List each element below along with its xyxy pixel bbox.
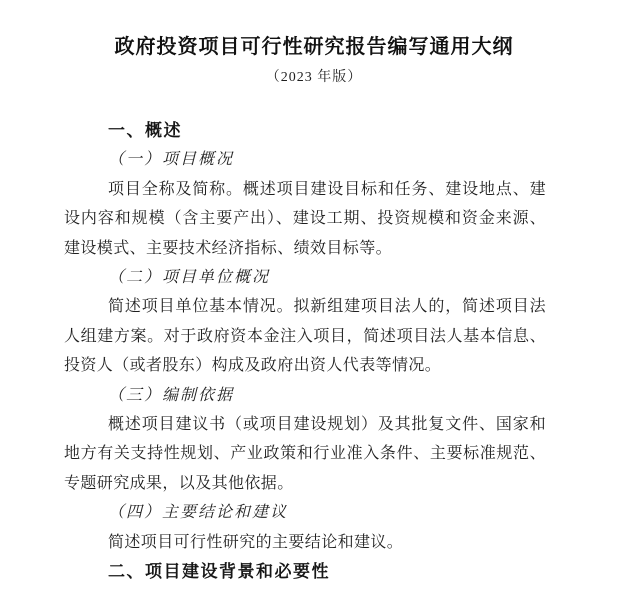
paragraph-compilation-basis: 概述项目建议书（或项目建设规划）及其批复文件、国家和地方有关支持性规划、产业政策和行业准入条件、主要标准规范、专题研究成果，以及其他依据。 <box>64 416 546 492</box>
document-title: 政府投资项目可行性研究报告编写通用大纲 <box>114 36 514 58</box>
subsection-heading-project-overview: （一）项目概况 <box>108 151 235 169</box>
document-subtitle: （2023 年版） <box>265 70 363 85</box>
paragraph-project-unit: 简述项目单位基本情况。拟新组建项目法人的，简述项目法人组建方案。对于政府资本金注入项目，简述项目法人基本信息、投资人（或者股东）构成及政府出资人代表等情况。 <box>64 298 546 375</box>
paragraph-conclusions: 简述项目可行性研究的主要结论和建议。 <box>108 533 404 551</box>
subsection-heading-compilation-basis: （三）编制依据 <box>108 386 235 404</box>
subsection-heading-conclusions: （四）主要结论和建议 <box>108 504 289 522</box>
subsection-heading-project-unit: （二）项目单位概况 <box>108 269 271 287</box>
section-heading-overview: 一、概述 <box>108 121 182 140</box>
paragraph-project-overview: 项目全称及简称。概述项目建设目标和任务、建设地点、建设内容和规模（含主要产出）、建设工期、投资规模和资金来源、建设模式、主要技术经济指标、绩效目标等。 <box>64 180 546 257</box>
document-body <box>64 116 546 587</box>
section-heading-background: 二、项目建设背景和必要性 <box>108 562 330 582</box>
